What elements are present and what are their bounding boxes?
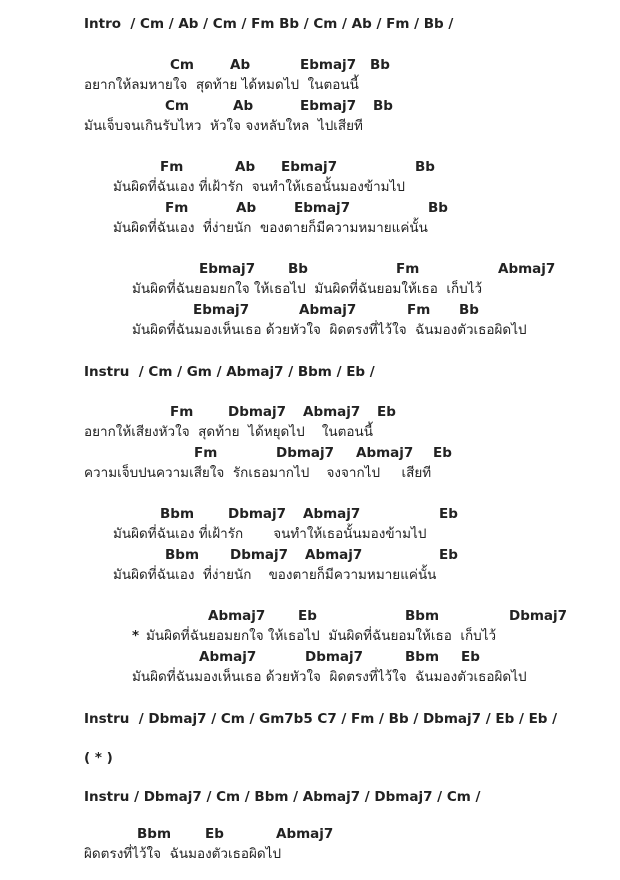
- chord: Dbmaj7: [228, 404, 287, 420]
- chord: Ebmaj7: [300, 57, 357, 73]
- instru-progression: Instru / Dbmaj7 / Cm / Gm7b5 C7 / Fm / Bb / Dbmaj7 / Eb / Eb /: [84, 711, 558, 727]
- chord: Fm: [396, 261, 420, 277]
- lyric-line: มันผิดที่ฉันยอมยกใจ ให้เธอไป มันผิดที่ฉันยอมให้เธอ เก็บไว้: [146, 628, 497, 644]
- chord: Dbmaj7: [276, 445, 335, 461]
- chord: Bbm: [137, 826, 172, 842]
- chord: Dbmaj7: [305, 649, 364, 665]
- lyric-line: มันผิดที่ฉันเอง ที่ง่ายนัก ของตายก็มีความหมายแค่นั้น: [113, 567, 437, 583]
- lyric-line: ความเจ็บปนความเสียใจ รักเธอมากไป จงจากไป เสียที: [84, 465, 432, 481]
- chord: Ebmaj7: [193, 302, 250, 318]
- chord: Bb: [370, 57, 390, 73]
- chord: Bbm: [165, 547, 200, 563]
- chord: Abmaj7: [498, 261, 556, 277]
- chord: Ebmaj7: [281, 159, 338, 175]
- chord: Eb: [461, 649, 480, 665]
- chord: Abmaj7: [208, 608, 266, 624]
- chorus-repeat-marker: *: [132, 628, 140, 644]
- lyric-line: ผิดตรงที่ไว้ใจ ฉันมองตัวเธอผิดไป: [84, 846, 282, 862]
- chord: Eb: [439, 547, 458, 563]
- chord: Abmaj7: [356, 445, 414, 461]
- intro-progression: Intro / Cm / Ab / Cm / Fm Bb / Cm / Ab / Fm / Bb /: [84, 16, 454, 32]
- chord: Abmaj7: [276, 826, 334, 842]
- chord: Cm: [165, 98, 189, 114]
- chord: Fm: [160, 159, 184, 175]
- chord: Dbmaj7: [228, 506, 287, 522]
- chord: Dbmaj7: [509, 608, 568, 624]
- chord: Fm: [165, 200, 189, 216]
- instru-progression: Instru / Cm / Gm / Abmaj7 / Bbm / Eb /: [84, 364, 375, 380]
- chord: Fm: [170, 404, 194, 420]
- chord: Bb: [373, 98, 393, 114]
- chord: Cm: [170, 57, 194, 73]
- lyric-line: มันผิดที่ฉันเอง ที่ง่ายนัก ของตายก็มีความหมายแค่นั้น: [113, 220, 428, 236]
- chord: Ab: [233, 98, 254, 114]
- chord: Bb: [428, 200, 448, 216]
- chord: Abmaj7: [303, 404, 361, 420]
- chord: Eb: [205, 826, 224, 842]
- chord: Eb: [439, 506, 458, 522]
- chord: Bb: [288, 261, 308, 277]
- chord: Bbm: [160, 506, 195, 522]
- lyric-line: มันเจ็บจนเกินรับไหว หัวใจ จงหลับใหล ไปเสียที: [84, 118, 363, 134]
- chord: Ab: [235, 159, 256, 175]
- chord: Ebmaj7: [199, 261, 256, 277]
- lyric-line: มันผิดที่ฉันยอมยกใจ ให้เธอไป มันผิดที่ฉันยอมให้เธอ เก็บไว้: [132, 281, 483, 297]
- chord: Eb: [433, 445, 452, 461]
- chord: Bb: [459, 302, 479, 318]
- chord: Abmaj7: [305, 547, 363, 563]
- lyric-line: มันผิดที่ฉันเอง ที่เฝ้ารัก จนทำให้เธอนั้นมองข้ามไป: [113, 526, 427, 542]
- lyric-line: มันผิดที่ฉันมองเห็นเธอ ด้วยหัวใจ ผิดตรงที่ไว้ใจ ฉันมองตัวเธอผิดไป: [132, 322, 527, 338]
- chord: Ab: [230, 57, 251, 73]
- chord: Bb: [415, 159, 435, 175]
- chord: Fm: [194, 445, 218, 461]
- chord: Ebmaj7: [294, 200, 351, 216]
- lyric-line: มันผิดที่ฉันเอง ที่เฝ้ารัก จนทำให้เธอนั้นมองข้ามไป: [113, 179, 405, 195]
- chord: Fm: [407, 302, 431, 318]
- chord: Bbm: [405, 649, 440, 665]
- chord: Dbmaj7: [230, 547, 289, 563]
- chord: Abmaj7: [199, 649, 257, 665]
- instru-progression: Instru / Dbmaj7 / Cm / Bbm / Abmaj7 / Dbmaj7 / Cm /: [84, 789, 481, 805]
- chord: Ab: [236, 200, 257, 216]
- repeat-marker: ( * ): [84, 750, 113, 766]
- chord: Eb: [298, 608, 317, 624]
- chord: Abmaj7: [299, 302, 357, 318]
- chord: Bbm: [405, 608, 440, 624]
- lyric-line: อยากให้ลมหายใจ สุดท้าย ได้หมดไป ในตอนนี้: [84, 77, 359, 93]
- chord: Eb: [377, 404, 396, 420]
- lyric-line: มันผิดที่ฉันมองเห็นเธอ ด้วยหัวใจ ผิดตรงที่ไว้ใจ ฉันมองตัวเธอผิดไป: [132, 669, 527, 685]
- lyric-line: อยากให้เสียงหัวใจ สุดท้าย ได้หยุดไป ในตอนนี้: [84, 424, 373, 440]
- chord: Abmaj7: [303, 506, 361, 522]
- chord: Ebmaj7: [300, 98, 357, 114]
